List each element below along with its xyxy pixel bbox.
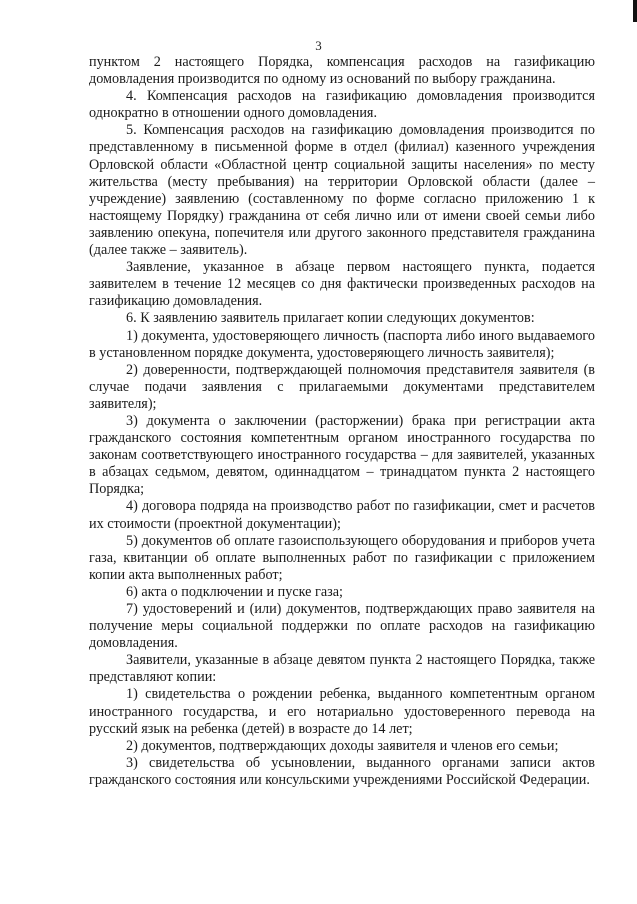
list-item-payment-documents: 5) документов об оплате газоиспользующего оборудования и приборов учета газа, квитанции об оплате выполненных работ по газификации с приложением копии акта выполненных работ;: [89, 532, 595, 583]
scan-edge-mark: [633, 0, 637, 22]
paragraph-continuation: пунктом 2 настоящего Порядка, компенсация расходов на газификацию домовладения производится по одному из оснований по выбору гражданина.: [89, 54, 595, 88]
page-number: 3: [315, 38, 322, 53]
list-item-marriage-document: 3) документа о заключении (расторжении) брака при регистрации акта гражданского состояния компетентным органом иностранного государства по законам соответствующего иностранного государства – для заявителей, указанных в абзацах седьмом, девятом, одиннадцатом – тринадцатом пункта 2 настоящего Порядка;: [89, 412, 595, 498]
list-item-income-documents: 2) документов, подтверждающих доходы заявителя и членов его семьи;: [126, 737, 559, 754]
paragraph-application-deadline: Заявление, указанное в абзаце первом настоящего пункта, подается заявителем в течение 12 месяцев со дня фактически произведенных расходов на газификацию домовладения.: [89, 259, 595, 310]
list-item-entitlement-documents: 7) удостоверений и (или) документов, подтверждающих право заявителя на получение меры социальной поддержки по оплате расходов на газификацию домовладения.: [89, 601, 595, 652]
list-item-identity-document: 1) документа, удостоверяющего личность (паспорта либо иного выдаваемого в установленном порядке документа, удостоверяющего личность заявителя);: [89, 327, 595, 361]
list-item-gas-startup-act: 6) акта о подключении и пуске газа;: [126, 583, 343, 600]
paragraph-additional-copies: Заявители, указанные в абзаце девятом пункта 2 настоящего Порядка, также представляют копии:: [89, 652, 595, 686]
paragraph-item-4: 4. Компенсация расходов на газификацию домовладения производится однократно в отношении одного домовладения.: [89, 88, 595, 122]
list-item-contract: 4) договора подряда на производство работ по газификации, смет и расчетов их стоимости (проектной документации);: [89, 498, 595, 532]
paragraph-item-6: 6. К заявлению заявитель прилагает копии следующих документов:: [126, 310, 535, 327]
list-item-birth-certificate: 1) свидетельства о рождении ребенка, выданного компетентным органом иностранного государства, и его нотариально удостоверенного перевода на русский язык на ребенка (детей) в возрасте до 14 лет;: [89, 686, 595, 737]
document-body: [89, 54, 595, 789]
paragraph-item-5: 5. Компенсация расходов на газификацию домовладения производится по представленному в письменной форме в отдел (филиал) казенного учреждения Орловской области «Областной центр социальной защиты населения» по месту жительства (месту пребывания) на территории Орловской области (далее – учреждение) заявлению (составленному по форме согласно приложению 1 к настоящему Порядку) гражданина от себя лично или от имени своей семьи либо заявлению опекуна, попечителя или другого законного представителя гражданина (далее также – заявитель).: [89, 122, 595, 259]
list-item-adoption-certificate: 3) свидетельства об усыновлении, выданного органами записи актов гражданского состояния или консульскими учреждениями Российской Федерации.: [89, 754, 595, 788]
list-item-power-of-attorney: 2) доверенности, подтверждающей полномочия представителя заявителя (в случае подачи заявления с прилагаемыми документами представителем заявителя);: [89, 361, 595, 412]
